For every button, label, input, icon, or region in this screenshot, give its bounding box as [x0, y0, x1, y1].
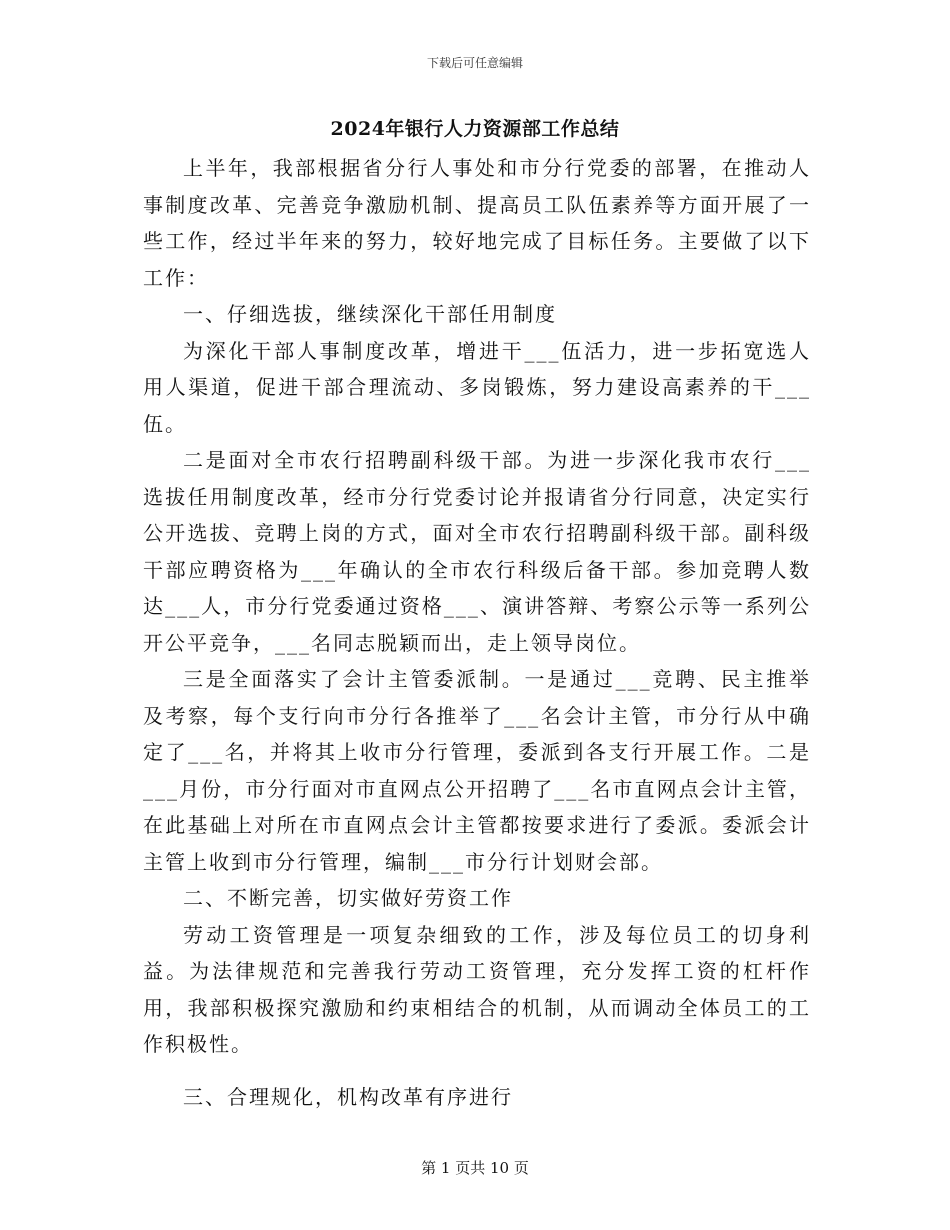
header-note: 下载后可任意编辑	[426, 56, 523, 70]
intro-paragraph: 上半年，我部根据省分行人事处和市分行党委的部署，在推动人事制度改革、完善竞争激励机制、提高员工队伍素养等方面开展了一些工作，经过半年来的努力，较好地完成了目标任务。主要做了以下工作：	[143, 156, 811, 290]
body-paragraph: 为深化干部人事制度改革，增进干___伍活力，进一步拓宽选人用人渠道，促进干部合理流动、多岗锻炼，努力建设高素养的干___伍。	[143, 338, 811, 436]
section-heading-3: 三、合理规化，机构改革有序进行	[183, 1084, 513, 1109]
section-heading-2: 二、不断完善，切实做好劳资工作	[183, 886, 513, 910]
body-paragraph: 三是全面落实了会计主管委派制。一是通过___竞聘、民主推举及考察，每个支行向市分行各推举了___名会计主管，市分行从中确定了___名，并将其上收市分行管理，委派到各支行开展工作。二是___月份，市分行面对市直网点公开招聘了___名市直网点会计主管，在此基础上对所在市直网点会计主管都按要求进行了委派。委派会计主管上收到市分行管理，编制___市分行计划财会部。	[143, 667, 811, 874]
document-title: 2024年银行人力资源部工作总结	[330, 118, 620, 140]
body-paragraph: 二是面对全市农行招聘副科级干部。为进一步深化我市农行___选拔任用制度改革，经市分行党委讨论并报请省分行同意，决定实行公开选拔、竞聘上岗的方式，面对全市农行招聘副科级干部。副科级干部应聘资格为___年确认的全市农行科级后备干部。参加竞聘人数达___人，市分行党委通过资格___、演讲答辩、考察公示等一系列公开公平竞争，___名同志脱颖而出，走上领导岗位。	[143, 448, 811, 655]
body-paragraph: 劳动工资管理是一项复杂细致的工作，涉及每位员工的切身利益。为法律规范和完善我行劳动工资管理，充分发挥工资的杠杆作用，我部积极探究激励和约束相结合的机制，从而调动全体员工的工作积极性。	[143, 922, 811, 1056]
page-footer: 第 1 页共 10 页	[421, 1159, 529, 1177]
section-heading-1: 一、仔细选拔，继续深化干部任用制度	[183, 302, 557, 326]
document-body	[143, 150, 811, 1115]
